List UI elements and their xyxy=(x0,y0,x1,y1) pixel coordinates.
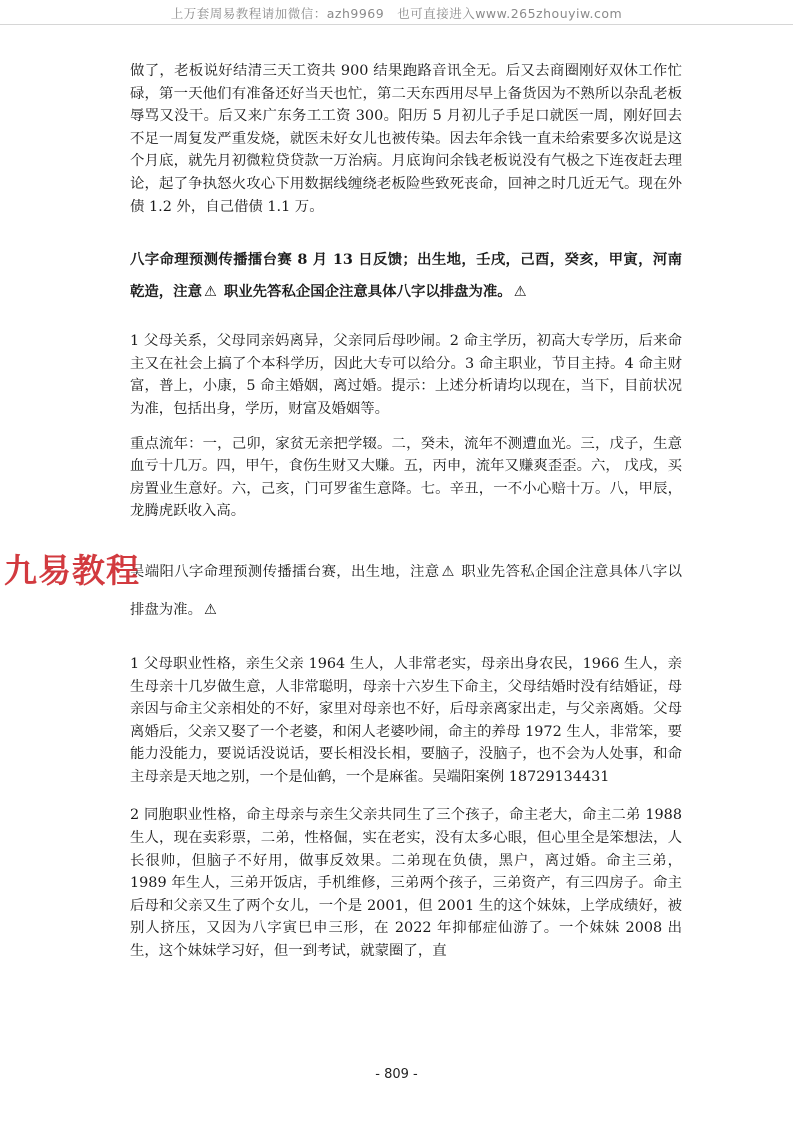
paragraph-analysis: 1 父母关系，父母同亲妈离异，父亲同后母吵闹。2 命主学历，初高大专学历，后来命主又在社会上搞了个本科学历，因此大专可以给分。3 命主职业，节目主持。4 命主财富，普上，小康，5 命主婚姻，离过婚。提示：上述分析请均以现在，当下，目前状况为准，包括出身，学历，财富及婚姻等。 xyxy=(130,333,682,417)
document-body xyxy=(130,60,682,963)
watermark-logo: 九易教程 xyxy=(4,551,140,590)
header-divider xyxy=(0,24,793,25)
page-number: - 809 - xyxy=(375,1067,418,1082)
paragraph-parents: 1 父母职业性格，亲生父亲 1964 生人，人非常老实，母亲出身农民，1966 生人，亲生母亲十几岁做生意，人非常聪明，母亲十六岁生下命主，父母结婚时没有结婚证，母亲因与命主父亲相处的不好，家里对母亲也不好，后母亲离家出走，与父亲离婚。父母离婚后，父亲又娶了一个老婆，和闲人老婆吵闹，命主的养母 1972 生人，非常笨，要能力没能力，要说话没说话，要长相没长相，要脑子，没脑子，也不会为人处事，和命主母亲是天地之别，一个是仙鹤，一个是麻雀。吴端阳案例 18729134431 xyxy=(130,655,682,785)
heading-contest-feedback xyxy=(130,244,682,308)
paragraph-story: 做了，老板说好结清三天工资共 900 结果跑路音讯全无。后又去商圈刚好双休工作忙碌，第一天他们有准备还好当天也忙，第二天东西用尽早上备货因为不熟所以杂乱老板辱骂又没干。后又来广东务工工资 300。阳历 5 月初儿子手足口就医一周，刚好回去不足一周复发严重发烧，就医未好女儿也被传染。因去年余钱一直未给索要多次说是这个月底，就先月初微粒贷贷款一万治病。月底询问余钱老板说没有气极之下连夜赶去理论，起了争执怒火攻心下用数据线缠绕老板险些致死丧命，回神之时几近无气。现在外债 1.2 外，自己借债 1.1 万。 xyxy=(130,63,682,215)
page-header: 上万套周易教程请加微信：azh9969 也可直接进入www.265zhouyiw.com xyxy=(170,6,623,21)
paragraph-siblings: 2 同胞职业性格，命主母亲与亲生父亲共同生了三个孩子，命主老大，命主二弟 1988 生人，现在卖彩票，二弟，性格倔，实在老实，没有太多心眼，但心里全是笨想法，人长很帅，但脑子不好用，做事反效果。二弟现在负债，黑户，离过婚。命主三弟，1989 年生人，三弟开饭店，手机维修，三弟两个孩子，三弟资产，有三四房子。命主后母和父亲又生了两个女儿，一个是 2001，但 2001 生的这个妹妹，上学成绩好，被别人挤压，又因为八字寅巳申三形，在 2022 年抑郁症仙游了。一个妹妹 2008 出生，这个妹妹学习好，但一到考试，就蒙圈了，直 xyxy=(130,807,682,960)
warning-icon: ⚠ xyxy=(441,563,455,580)
warning-icon: ⚠ xyxy=(203,601,217,618)
heading-contest-wu-text-1: 吴端阳八字命理预测传播擂台赛，出生地，注意 xyxy=(130,563,440,580)
heading-contest-feedback-text-2: 职业先答私企国企注意具体八字以排盘为准。 xyxy=(218,283,512,301)
heading-contest-wu-text-2: 职业先答私企国企注意具体八字以排盘为准。 xyxy=(130,563,682,618)
heading-contest-feedback-text-1: 八字命理预测传播擂台赛 8 月 13 日反馈；出生地，壬戌，己酉，癸亥，甲寅，河南乾造，注意 xyxy=(130,251,682,301)
paragraph-key-years: 重点流年：一，己卯，家贫无亲把学辍。二，癸未，流年不测遭血光。三，戊子，生意血亏十几万。四，甲午，食伤生财又大赚。五，丙申，流年又赚爽歪歪。六， 戊戌，买房置业生意好。六，己亥，门可罗雀生意降。七。辛丑，一不小心赔十万。八，甲辰，龙腾虎跃收入高。 xyxy=(130,435,682,520)
warning-icon: ⚠ xyxy=(513,284,527,301)
heading-contest-wu xyxy=(130,553,682,629)
warning-icon: ⚠ xyxy=(203,284,217,301)
